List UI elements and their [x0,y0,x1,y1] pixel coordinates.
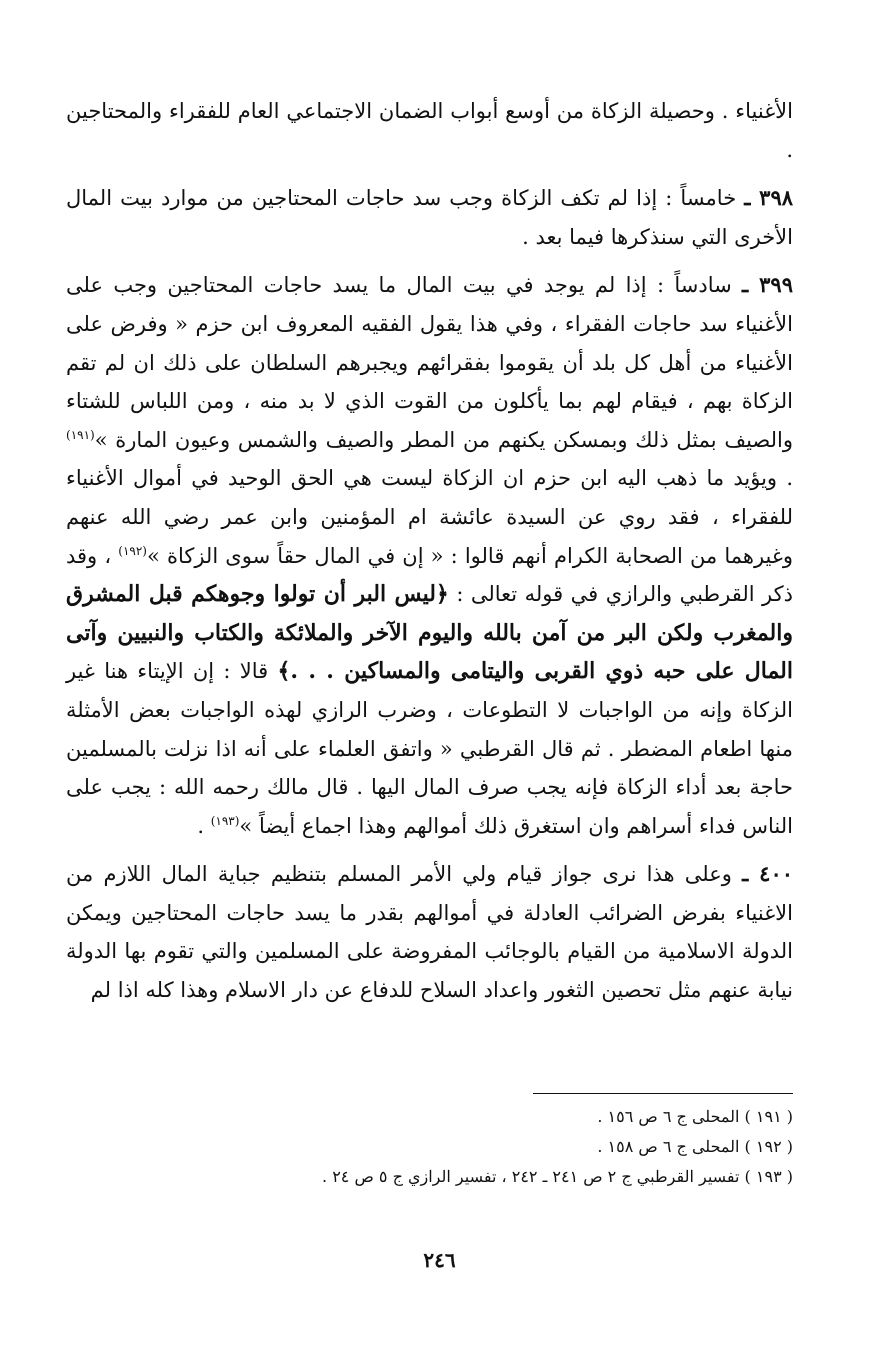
page-number: ٢٤٦ [423,1248,456,1272]
paragraph-text: خامساً : إذا لم تكف الزكاة وجب سد حاجات المحتاجين من موارد بيت المال الأخرى التي سنذكرها فيما بعد . [66,186,793,249]
paragraph-1 [66,92,793,169]
footnote-192: ( ١٩٢ ) المحلى ج ٦ ص ١٥٨ . [597,1137,793,1156]
quran-verse: ﴿ليس البر أن تولوا وجوهكم قبل المشرق والمغرب ولكن البر من آمن بالله واليوم الآخر والملائكة والكتاب والنبيين وآتى المال على حبه ذوي القربى واليتامى والمساكين . . .﴾ [66,581,793,685]
paragraph-text: سادساً : إذا لم يوجد في بيت المال ما يسد حاجات المحتاجين وجب على الأغنياء سد حاجات الفقراء ، وفي هذا يقول الفقيه المعروف ابن حزم « وفرض على الأغنياء من أهل كل بلد أن يقوموا بفقرائهم ويجبرهم السلطان على ذلك ان لم تقم الزكاة بهم ، فيقام لهم بما يأكلون من القوت الذي لا بد منه ، ومن اللباس للشتاء والصيف بمثل ذلك وبمسكن يكنهم من المطر والصيف والشمس وعيون المارة » [66,273,793,452]
paragraph-number: ٣٩٨ ـ [744,185,794,211]
paragraph-text-continued: . ويؤيد ما ذهب اليه ابن حزم ان الزكاة ليست هي الحق الوحيد في أموال الأغنياء للفقراء ، فقد روي عن السيدة عائشة ام المؤمنين وابن عمر رضي الله عنهم وغيرهما من الصحابة الكرام أنهم قالوا : « إن في المال حقاً سوى الزكاة » [66,466,793,568]
footnote-191: ( ١٩١ ) المحلى ج ٦ ص ١٥٦ . [597,1107,793,1126]
paragraph-text-end: . [197,813,211,838]
paragraph-398 [66,179,793,256]
paragraph-400 [66,855,793,1009]
footnote-ref-192: (١٩٢) [118,543,147,558]
footnote-ref-193: (١٩٣) [210,813,240,828]
footnote-ref-191: (١٩١) [66,427,95,442]
paragraph-text: وعلى هذا نرى جواز قيام ولي الأمر المسلم بتنظيم جباية المال اللازم من الاغنياء بفرض الضرائب العادلة في أموالهم بقدر ما يسد حاجات المحتاجين ويمكن الدولة الاسلامية من القيام بالوجائب المفروضة على المسلمين والتي تقوم بها الدولة نيابة عنهم مثل تحصين الثغور واعداد السلاح للدفاع عن دار الاسلام وهذا كله اذا لم [66,862,793,1003]
paragraph-text: الأغنياء . وحصيلة الزكاة من أوسع أبواب الضمان الاجتماعي العام للفقراء والمحتاجين . [66,99,793,162]
footnote-193: ( ١٩٣ ) تفسير القرطبي ج ٢ ص ٢٤١ ـ ٢٤٢ ، تفسير الرازي ج ٥ ص ٢٤ . [322,1167,793,1186]
paragraph-number: ٤٠٠ ـ [742,861,794,887]
footnotes [66,1093,793,1192]
paragraph-text-continued: قالا : إن الإيتاء هنا غير الزكاة وإنه من الواجبات لا التطوعات ، وضرب الرازي لهذه الواجبات بعض الأمثلة منها اطعام المضطر . ثم قال القرطبي « واتفق العلماء على أنه اذا نزلت بالمسلمين حاجة بعد أداء الزكاة فإنه يجب صرف المال اليها . قال مالك رحمه الله : يجب على الناس فداء أسراهم وان استغرق ذلك أموالهم وهذا اجماع أيضاً » [66,659,793,838]
paragraph-399 [66,266,793,845]
paragraph-number: ٣٩٩ ـ [742,272,793,298]
paragraph-text-continued: ، وقد ذكر القرطبي والرازي في قوله تعالى : [66,543,793,607]
footnote-divider [533,1093,793,1094]
